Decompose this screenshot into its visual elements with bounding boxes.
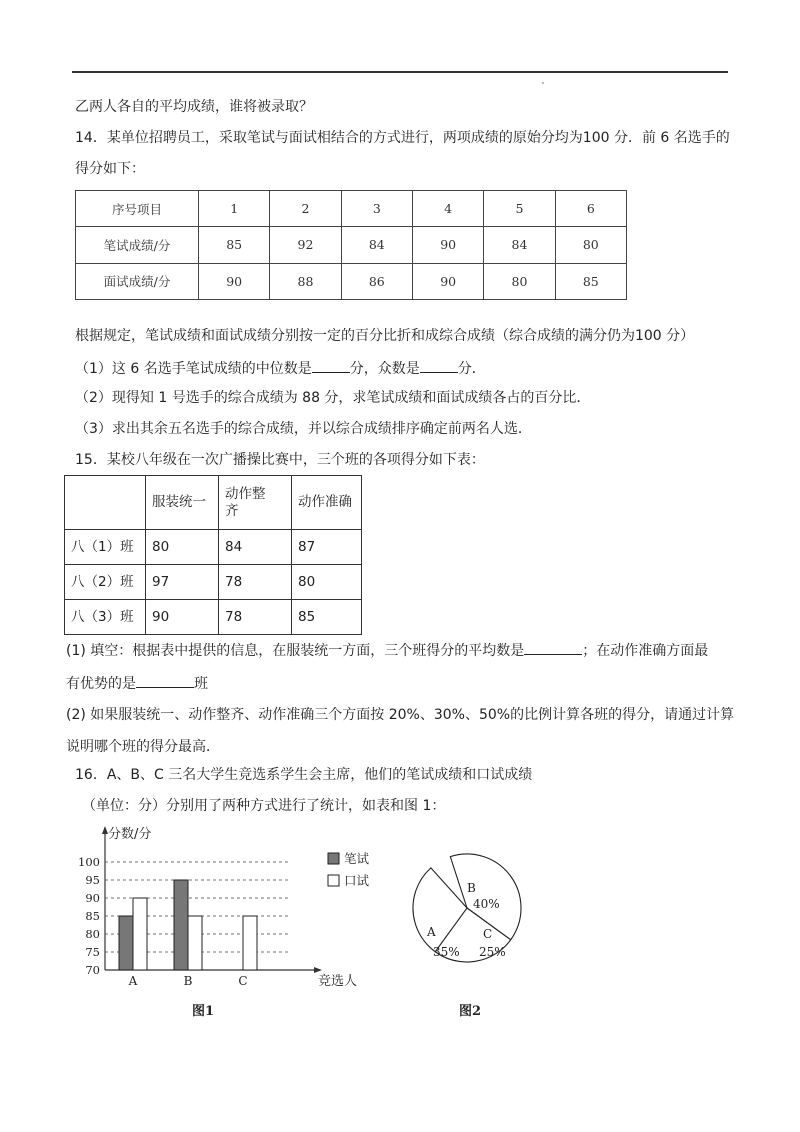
table-cell: 90 xyxy=(146,600,219,635)
q15-score-table xyxy=(64,475,362,635)
table-cell: 笔试成绩/分 xyxy=(76,227,199,263)
y-tick-label: 85 xyxy=(85,909,100,923)
q16-stem-a: 16．A、B、C 三名大学生竞选系学生会主席，他们的笔试成绩和口试成绩 xyxy=(75,767,533,783)
table-cell: 92 xyxy=(270,227,341,263)
bar-笔试-B xyxy=(174,880,188,970)
q15-stem: 15．某校八年级在一次广播操比赛中，三个班的各项得分如下表： xyxy=(75,452,485,468)
q14-rule: 根据规定，笔试成绩和面试成绩分别按一定的百分比折和成综合成绩（综合成绩的满分仍为100 分） xyxy=(75,328,695,344)
table-cell: 85 xyxy=(292,600,362,635)
answer-blank xyxy=(420,358,458,373)
figure-caption-1: 图1 xyxy=(192,1004,215,1019)
bar-笔试-A xyxy=(119,916,133,970)
table-cell: 八（2）班 xyxy=(65,565,146,600)
x-tick-label: C xyxy=(238,974,248,988)
x-tick-label: B xyxy=(183,974,193,988)
table-cell: 面试成绩/分 xyxy=(76,263,199,299)
table-cell: 80 xyxy=(292,565,362,600)
q14-part-3: （3）求出其余五名选手的综合成绩，并以综合成绩排序确定前两名人选． xyxy=(75,421,532,437)
y-tick-label: 90 xyxy=(85,891,100,905)
table-cell xyxy=(219,476,292,530)
legend-label: 笔试 xyxy=(344,851,370,866)
bar-口试-B xyxy=(188,916,202,970)
y-tick-label: 100 xyxy=(78,855,100,869)
y-tick-label: 95 xyxy=(85,873,100,887)
q15-part-2-b: 说明哪个班的得分最高． xyxy=(66,739,220,755)
table-cell: 八（3）班 xyxy=(65,600,146,635)
answer-blank xyxy=(312,358,350,373)
table-cell: 84 xyxy=(219,530,292,565)
text-line-1: 乙两人各自的平均成绩，谁将被录取？ xyxy=(75,99,313,115)
table-cell: 80 xyxy=(146,530,219,565)
speck xyxy=(542,82,544,84)
table-cell: 85 xyxy=(199,227,270,263)
table-cell: 88 xyxy=(270,263,341,299)
table-cell: 2 xyxy=(270,191,341,227)
y-tick-label: 75 xyxy=(85,945,100,959)
q14-stem-b: 得分如下： xyxy=(75,161,145,177)
legend-swatch xyxy=(328,853,339,864)
table-cell: 1 xyxy=(199,191,270,227)
top-rule xyxy=(72,71,728,73)
table-cell: 3 xyxy=(341,191,412,227)
table-cell: 4 xyxy=(412,191,483,227)
answer-blank xyxy=(524,640,582,655)
q15-part-1-line2 xyxy=(66,673,208,693)
y-tick-label: 70 xyxy=(85,963,100,977)
table-cell: 84 xyxy=(341,227,412,263)
table-row xyxy=(76,191,627,227)
table-cell: 服装统一 xyxy=(146,476,219,530)
pie-percent-A: 35% xyxy=(433,945,460,959)
table-cell: 序号项目 xyxy=(76,191,199,227)
table-row xyxy=(65,530,362,565)
answer-blank xyxy=(136,673,194,688)
table-cell: 97 xyxy=(146,565,219,600)
pie-percent-B: 40% xyxy=(473,897,500,911)
table-cell: 78 xyxy=(219,565,292,600)
table-row xyxy=(65,600,362,635)
legend-label: 口试 xyxy=(344,873,370,888)
q14-score-table xyxy=(75,190,627,300)
legend-swatch xyxy=(328,875,339,886)
table-cell: 80 xyxy=(484,263,555,299)
pie-label-B: B xyxy=(467,881,476,895)
table-cell: 84 xyxy=(484,227,555,263)
pie-percent-C: 25% xyxy=(479,945,506,959)
table-row xyxy=(76,263,627,299)
pie-chart xyxy=(405,840,535,980)
header-line: 齐 xyxy=(225,502,239,519)
x-axis-arrow xyxy=(314,967,322,973)
q15-part-2-a: (2) 如果服装统一、动作整齐、动作准确三个方面按 20%、30%、50%的比例计算各班的得分，请通过计算 xyxy=(66,707,735,723)
q14-part-1-b: 分，众数是 xyxy=(349,361,420,377)
table-cell: 85 xyxy=(555,263,626,299)
table-cell: 87 xyxy=(292,530,362,565)
q15-part-1-c: 有优势的是 xyxy=(66,676,136,692)
q15-part-1-b: ；在动作准确方面最 xyxy=(582,643,709,659)
q14-part-2: （2）现得知 1 号选手的综合成绩为 88 分，求笔试成绩和面试成绩各占的百分比． xyxy=(75,390,591,406)
bar-口试-C xyxy=(243,916,257,970)
table-cell: 八（1）班 xyxy=(65,530,146,565)
table-cell: 80 xyxy=(555,227,626,263)
table-row xyxy=(65,565,362,600)
table-cell: 90 xyxy=(412,227,483,263)
x-tick-label: A xyxy=(128,974,138,988)
bar-口试-A xyxy=(133,898,147,970)
y-axis-title: 分数/分 xyxy=(108,827,152,842)
table-cell: 动作准确 xyxy=(292,476,362,530)
x-axis-title: 竞选人 xyxy=(318,974,358,989)
table-cell: 6 xyxy=(555,191,626,227)
table-cell: 90 xyxy=(199,263,270,299)
pie-label-A: A xyxy=(427,925,436,939)
table-cell: 5 xyxy=(484,191,555,227)
y-tick-label: 80 xyxy=(85,927,100,941)
table-cell xyxy=(65,476,146,530)
q14-part-1-a: （1）这 6 名选手笔试成绩的中位数是 xyxy=(75,361,312,377)
table-row xyxy=(65,476,362,530)
bar-chart xyxy=(70,820,370,1020)
q15-part-1-a: (1) 填空：根据表中提供的信息，在服装统一方面，三个班得分的平均数是 xyxy=(66,643,525,659)
q14-part-1-c: 分． xyxy=(457,361,486,377)
q14-stem-a: 14．某单位招聘员工，采取笔试与面试相结合的方式进行，两项成绩的原始分均为100 分．前 6 名选手的 xyxy=(75,130,730,146)
figure-caption-2: 图2 xyxy=(459,1004,482,1019)
header-line: 动作整 xyxy=(225,485,266,502)
q15-part-1 xyxy=(66,640,708,660)
q16-stem-b: （单位：分）分别用了两种方式进行了统计，如表和图 1： xyxy=(82,798,446,814)
q15-part-1-d: 班 xyxy=(194,676,208,692)
table-cell: 90 xyxy=(412,263,483,299)
table-cell: 86 xyxy=(341,263,412,299)
table-cell: 78 xyxy=(219,600,292,635)
pie-label-C: C xyxy=(483,927,493,941)
q14-part-1 xyxy=(75,358,486,378)
table-row xyxy=(76,227,627,263)
